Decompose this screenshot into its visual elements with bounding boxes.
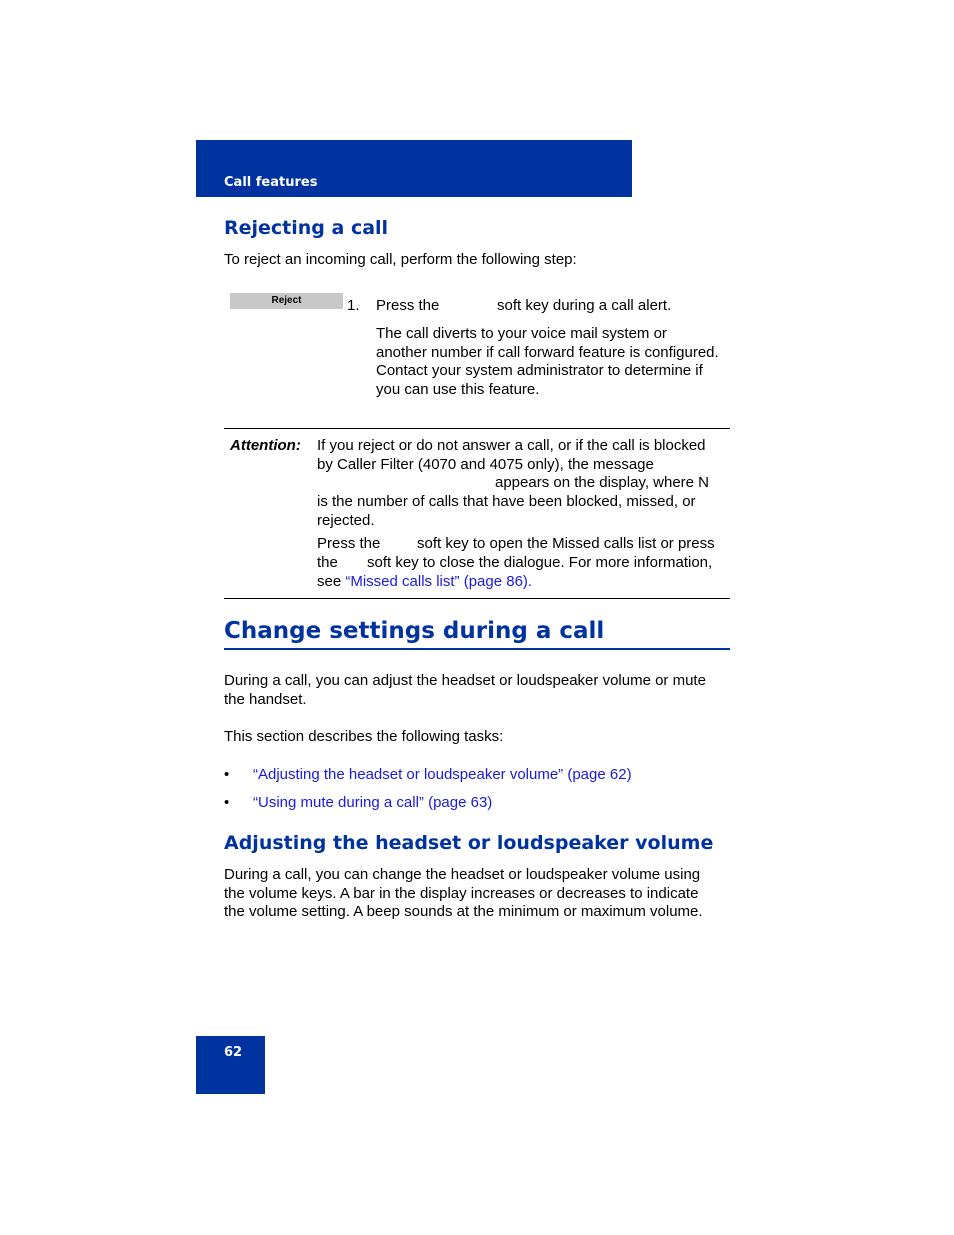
intro-line: During a call, you can adjust the headset or loudspeaker volume or mute [224,672,706,689]
task-link-adjust-volume[interactable]: “Adjusting the headset or loudspeaker volume” (page 62) [253,766,632,783]
step-detail [376,325,719,400]
step-detail-line: The call diverts to your voice mail system or [376,325,667,342]
attention-period: . [527,573,533,590]
bullet: • [224,766,230,783]
bullet: • [224,794,230,811]
step-number: 1. [347,297,360,314]
reject-softkey-image: Reject [230,293,343,309]
step-text-b: soft key during a call alert. [497,297,672,314]
rejecting-intro: To reject an incoming call, perform the following step: [224,251,577,268]
tasks-intro: This section describes the following tasks: [224,728,504,745]
adjusting-line: the volume keys. A bar in the display increases or decreases to indicate [224,884,699,902]
heading-underline [224,648,730,650]
step-detail-line: you can use this feature. [376,381,540,399]
attention-p2-c: the [317,554,338,571]
rejecting-heading: Rejecting a call [224,217,389,239]
attention-line: rejected. [317,512,375,529]
intro-line: the handset. [224,690,307,708]
task-link-mute[interactable]: “Using mute during a call” (page 63) [253,794,493,811]
step-text-a: Press the [376,297,440,314]
attention-label: Attention: [230,437,301,454]
adjusting-line: the volume setting. A beep sounds at the minimum or maximum volume. [224,903,703,921]
missed-calls-link[interactable]: “Missed calls list” (page 86) [345,573,528,590]
attention-bottom-rule [224,598,730,599]
adjusting-body [224,866,703,922]
attention-p2-line3 [317,573,532,592]
section-title: Call features [224,175,318,190]
attention-top-rule [224,428,730,429]
step-detail-line: Contact your system administrator to determine if [376,362,703,380]
attention-line: by Caller Filter (4070 and 4075 only), the message [317,456,654,473]
adjusting-line: During a call, you can change the headset or loudspeaker volume using [224,866,701,883]
change-settings-intro [224,672,706,709]
attention-line: appears on the display, where N [495,474,710,491]
step-detail-line: another number if call forward feature is configured. [376,343,719,361]
change-settings-heading: Change settings during a call [224,618,605,644]
page-number: 62 [224,1045,243,1060]
adjusting-heading: Adjusting the headset or loudspeaker volume [224,832,714,854]
attention-line: is the number of calls that have been blocked, missed, or [317,493,696,510]
attention-line: If you reject or do not answer a call, or if the call is blocked [317,437,706,454]
attention-p2-d: soft key to close the dialogue. For more information, [367,554,713,571]
attention-see: see [317,573,342,590]
attention-p2-a: Press the [317,535,381,552]
attention-p2-b: soft key to open the Missed calls list or press [417,535,715,552]
